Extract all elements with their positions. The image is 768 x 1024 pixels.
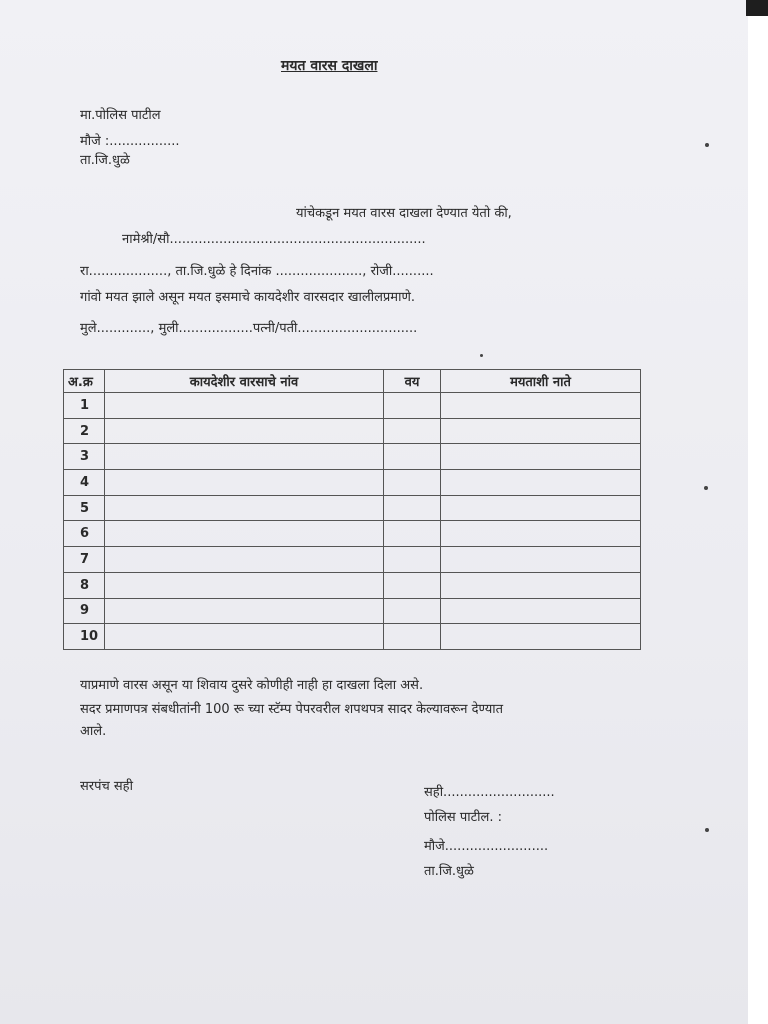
relation-cell[interactable] xyxy=(441,521,641,547)
age-cell[interactable] xyxy=(384,547,441,573)
village-line: गांवो मयत झाले असून मयत इसमाचे कायदेशीर वारसदार खालीलप्रमाणे. xyxy=(80,290,415,305)
col-header-serial: अ.क्र xyxy=(64,370,105,393)
col-header-heir-name: कायदेशीर वारसाचे नांव xyxy=(105,370,384,393)
relation-cell[interactable] xyxy=(441,547,641,573)
table-row xyxy=(64,598,641,624)
row-number: 5 xyxy=(64,495,105,521)
address-line-1: मा.पोलिस पाटील xyxy=(80,108,161,123)
row-number: 8 xyxy=(64,572,105,598)
table-row xyxy=(64,572,641,598)
certificate-line-1: सदर प्रमाणपत्र संबधीतांनी 100 रू च्या स्टॅम्प पेपरवरील शपथपत्र सादर केल्यावरून देण्यात xyxy=(80,702,504,717)
heir-name-cell[interactable] xyxy=(105,521,384,547)
children-line: मुले............., मुली..................पत्नी/पती............................. xyxy=(80,321,418,336)
relation-cell[interactable] xyxy=(441,624,641,650)
table-row xyxy=(64,444,641,470)
heir-name-cell[interactable] xyxy=(105,572,384,598)
age-cell[interactable] xyxy=(384,444,441,470)
row-number: 4 xyxy=(64,470,105,496)
name-line: नामेश्री/सौ.............................................................. xyxy=(122,232,426,247)
scan-speck xyxy=(705,143,709,147)
police-patil-label: पोलिस पाटील. : xyxy=(424,810,502,825)
age-cell[interactable] xyxy=(384,521,441,547)
relation-cell[interactable] xyxy=(441,572,641,598)
relation-cell[interactable] xyxy=(441,444,641,470)
heir-name-cell[interactable] xyxy=(105,444,384,470)
table-row xyxy=(64,624,641,650)
intro-text: यांचेकडून मयत वारस दाखला देण्यात येतो की, xyxy=(296,206,512,221)
row-number: 10 xyxy=(64,624,105,650)
heirs-statement: याप्रमाणे वारस असून या शिवाय दुसरे कोणीही नाही हा दाखला दिला असे. xyxy=(80,678,424,693)
table-row xyxy=(64,393,641,419)
age-cell[interactable] xyxy=(384,470,441,496)
row-number: 1 xyxy=(64,393,105,419)
relation-cell[interactable] xyxy=(441,470,641,496)
residence-line: रा..................., ता.जि.धुळे हे दिनांक ....................., रोजी.......... xyxy=(80,264,434,279)
table-row xyxy=(64,418,641,444)
age-cell[interactable] xyxy=(384,624,441,650)
scan-speck xyxy=(704,486,708,490)
page-edge xyxy=(748,0,768,1024)
scan-speck xyxy=(480,354,483,357)
age-cell[interactable] xyxy=(384,598,441,624)
table-row xyxy=(64,470,641,496)
table-row xyxy=(64,521,641,547)
certificate-line-2: आले. xyxy=(80,724,107,739)
heir-name-cell[interactable] xyxy=(105,470,384,496)
sarpanch-signature-label: सरपंच सही xyxy=(80,779,133,794)
table-row xyxy=(64,495,641,521)
heir-name-cell[interactable] xyxy=(105,547,384,573)
age-cell[interactable] xyxy=(384,572,441,598)
age-cell[interactable] xyxy=(384,418,441,444)
age-cell[interactable] xyxy=(384,495,441,521)
heir-name-cell[interactable] xyxy=(105,418,384,444)
row-number: 7 xyxy=(64,547,105,573)
row-number: 2 xyxy=(64,418,105,444)
scan-corner xyxy=(746,0,768,16)
row-number: 9 xyxy=(64,598,105,624)
relation-cell[interactable] xyxy=(441,418,641,444)
relation-cell[interactable] xyxy=(441,393,641,419)
scan-speck xyxy=(705,828,709,832)
relation-cell[interactable] xyxy=(441,495,641,521)
col-header-age: वय xyxy=(384,370,441,393)
heir-name-cell[interactable] xyxy=(105,393,384,419)
document-title: मयत वारस दाखला xyxy=(281,58,378,74)
heir-name-cell[interactable] xyxy=(105,598,384,624)
address-line-2: मौजे :................. xyxy=(80,134,180,149)
relation-cell[interactable] xyxy=(441,598,641,624)
col-header-relation: मयताशी नाते xyxy=(441,370,641,393)
mauje-line: मौजे......................... xyxy=(424,839,549,854)
heirs-table xyxy=(63,369,641,650)
heir-name-cell[interactable] xyxy=(105,495,384,521)
taluka-district-label: ता.जि.धुळे xyxy=(424,864,474,879)
row-number: 3 xyxy=(64,444,105,470)
signature-line: सही........................... xyxy=(424,785,555,800)
row-number: 6 xyxy=(64,521,105,547)
table-header-row xyxy=(64,370,641,393)
age-cell[interactable] xyxy=(384,393,441,419)
heir-name-cell[interactable] xyxy=(105,624,384,650)
address-line-3: ता.जि.धुळे xyxy=(80,153,130,168)
table-row xyxy=(64,547,641,573)
